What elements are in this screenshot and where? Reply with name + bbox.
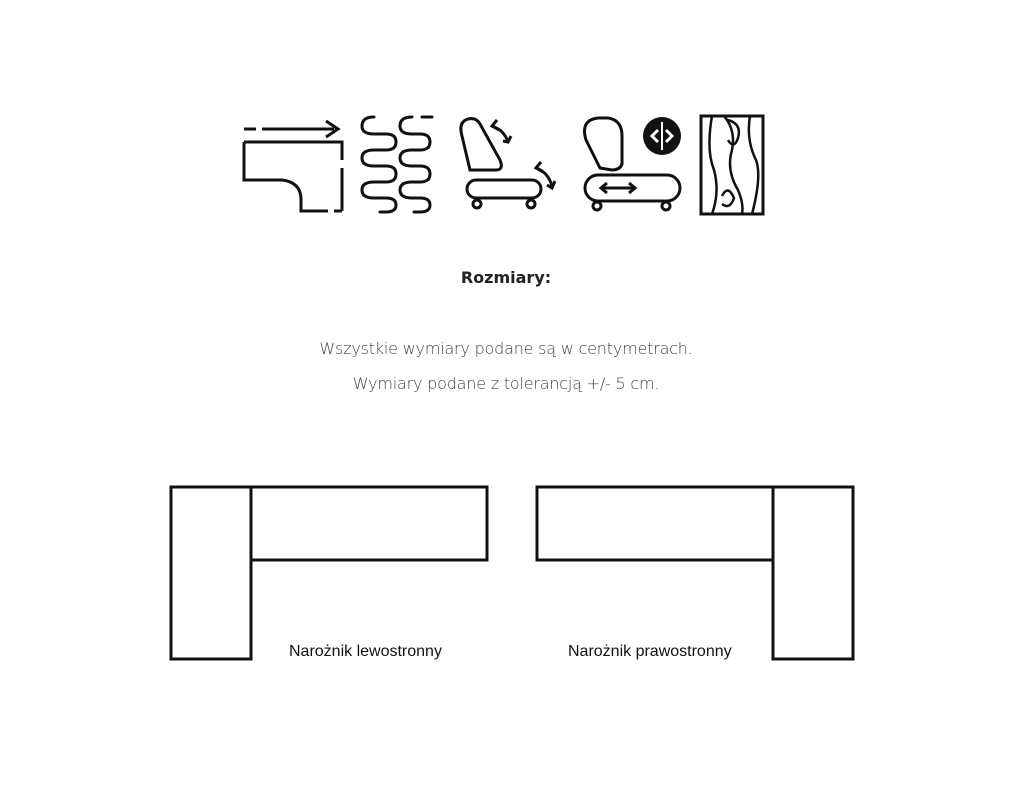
adjustable-backrest-icon bbox=[461, 119, 555, 208]
dimensions-note-tolerance: Wymiary podane z tolerancją +/- 5 cm. bbox=[352, 374, 660, 393]
corner-sofa-dimension-icon bbox=[244, 121, 342, 211]
removable-cover-icon bbox=[585, 117, 682, 210]
dimensions-note-units: Wszystkie wymiary podane są w centymetrach. bbox=[319, 339, 693, 358]
left-corner-label: Narożnik lewostronny bbox=[289, 643, 442, 660]
spring-icon bbox=[362, 117, 432, 212]
right-corner-diagram bbox=[537, 487, 853, 659]
feature-icons-row bbox=[0, 0, 1026, 230]
dimensions-heading: Rozmiary: bbox=[460, 268, 552, 287]
corner-sofa-diagrams bbox=[0, 470, 1026, 680]
right-corner-label: Narożnik prawostronny bbox=[568, 643, 732, 660]
left-corner-diagram bbox=[171, 487, 487, 659]
wood-frame-icon bbox=[701, 116, 763, 214]
feature-icons bbox=[0, 0, 1026, 230]
